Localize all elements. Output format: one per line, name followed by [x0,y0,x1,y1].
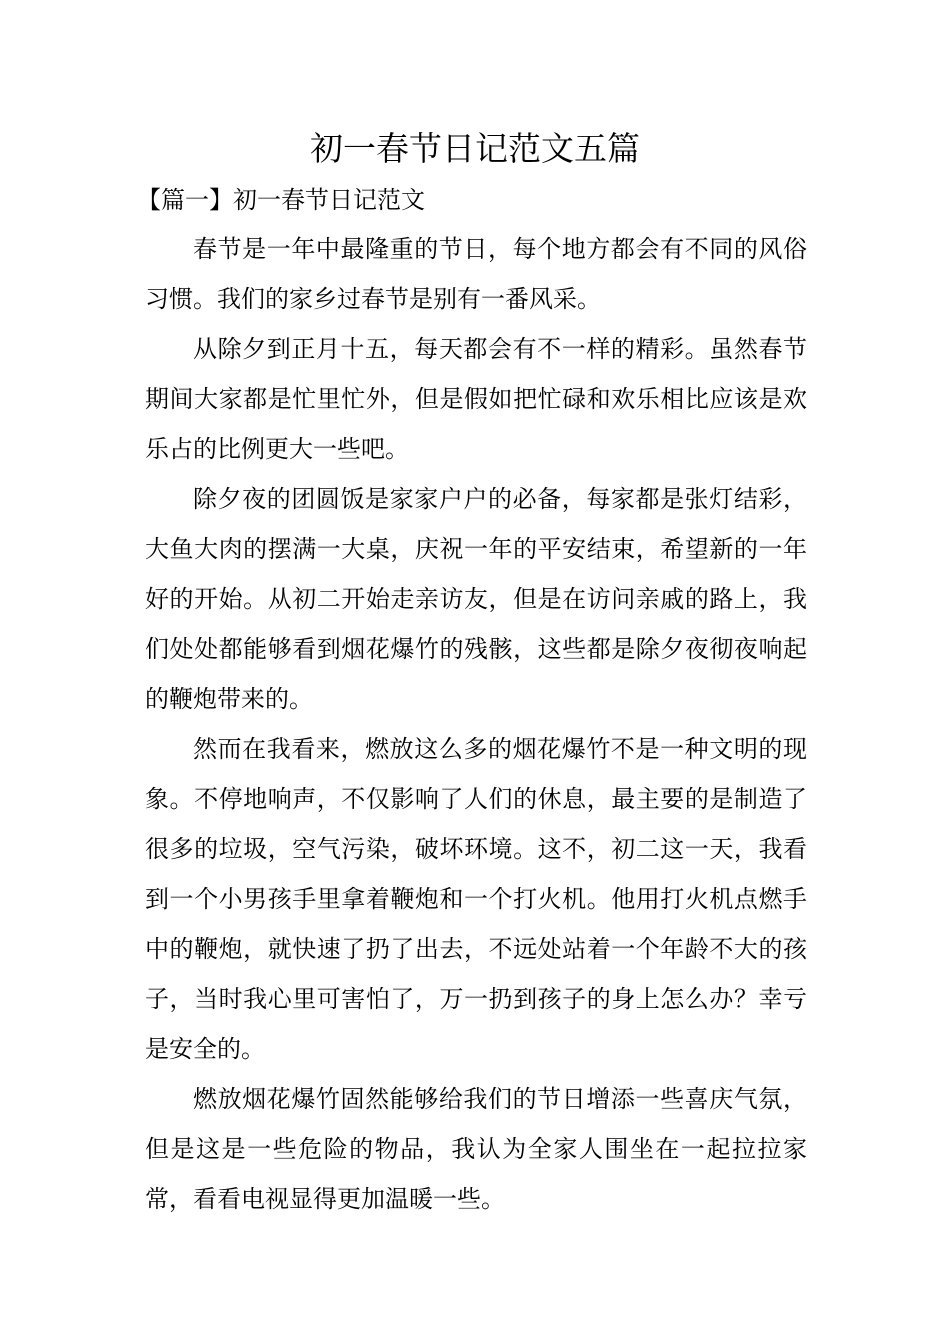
paragraph: 春节是一年中最隆重的节日，每个地方都会有不同的风俗习惯。我们的家乡过春节是别有一番风采。 [145,235,807,313]
document-body [145,224,807,1224]
paragraph: 燃放烟花爆竹固然能够给我们的节日增添一些喜庆气氛，但是这是一些危险的物品，我认为全家人围坐在一起拉拉家常，看看电视显得更加温暖一些。 [145,1085,807,1213]
paragraph: 从除夕到正月十五，每天都会有不一样的精彩。虽然春节期间大家都是忙里忙外，但是假如把忙碌和欢乐相比应该是欢乐占的比例更大一些吧。 [145,335,807,463]
document-title: 初一春节日记范文五篇 [310,129,640,168]
paragraph: 除夕夜的团圆饭是家家户户的必备，每家都是张灯结彩，大鱼大肉的摆满一大桌，庆祝一年的平安结束，希望新的一年好的开始。从初二开始走亲访友，但是在访问亲戚的路上，我们处处都能够看到烟花爆竹的残骸，这些都是除夕夜彻夜响起的鞭炮带来的。 [145,485,807,713]
section-heading: 【篇一】初一春节日记范文 [137,186,425,214]
paragraph: 然而在我看来，燃放这么多的烟花爆竹不是一种文明的现象。不停地响声，不仅影响了人们的休息，最主要的是制造了很多的垃圾，空气污染，破坏环境。这不，初二这一天，我看到一个小男孩手里拿着鞭炮和一个打火机。他用打火机点燃手中的鞭炮，就快速了扔了出去，不远处站着一个年龄不大的孩子，当时我心里可害怕了，万一扔到孩子的身上怎么办？幸亏是安全的。 [145,735,807,1063]
